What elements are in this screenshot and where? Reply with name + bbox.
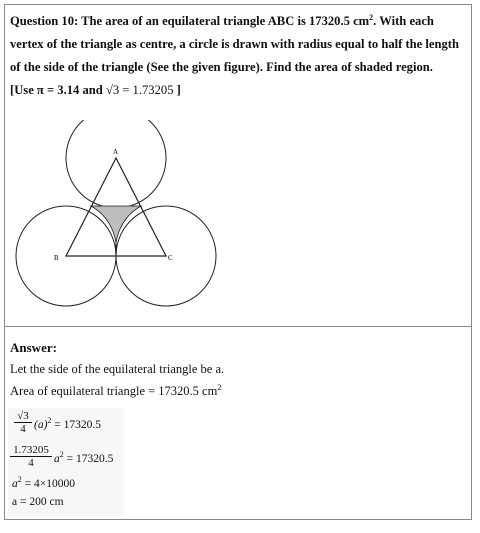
answer-title: Answer: [10, 340, 57, 355]
shaded-region [91, 206, 141, 256]
question-line-1: Question 10: The area of an equilateral triangle ABC is 17320.5 $cm^2$. With each [10, 12, 434, 28]
solution-math-block [8, 408, 124, 516]
vertex-label-b: B [54, 254, 59, 262]
answer-line-1: Let the side of the equilateral triangle be a. [10, 362, 225, 376]
question-line-2: vertex of the triangle as centre, a circle is drawn with radius equal to half the length [10, 37, 460, 51]
vertex-label-c: C [168, 254, 173, 262]
question-label: Question 10: [10, 14, 79, 28]
eq3: $a^2 = 4\times 10000$ [12, 475, 75, 490]
circle-a [66, 120, 166, 208]
eq2-rest: $a^2 = 17320.5$ [54, 450, 114, 465]
question-line-3: of the side of the triangle (See the given figure). Find the area of shaded region. [10, 60, 433, 74]
eq4: a = 200 cm [12, 496, 64, 508]
triangle-circles-figure [10, 120, 220, 310]
eq1-fraction: $\frac{√3}{4}$ [14, 410, 32, 435]
eq1-rest: $(a)^2 = 17320.5$ [34, 416, 102, 431]
vertex-label-a: A [113, 148, 119, 156]
eq2-fraction: $\frac{1.73205}{4}$ [10, 444, 52, 469]
answer-line-2: Area of equilateral triangle = 17320.5 $cm^2$ [10, 382, 222, 398]
question-text [10, 10, 466, 102]
section-divider [4, 326, 472, 327]
question-line-4: [Use π = 3.14 and √3 = 1.73205 ] [10, 83, 181, 97]
